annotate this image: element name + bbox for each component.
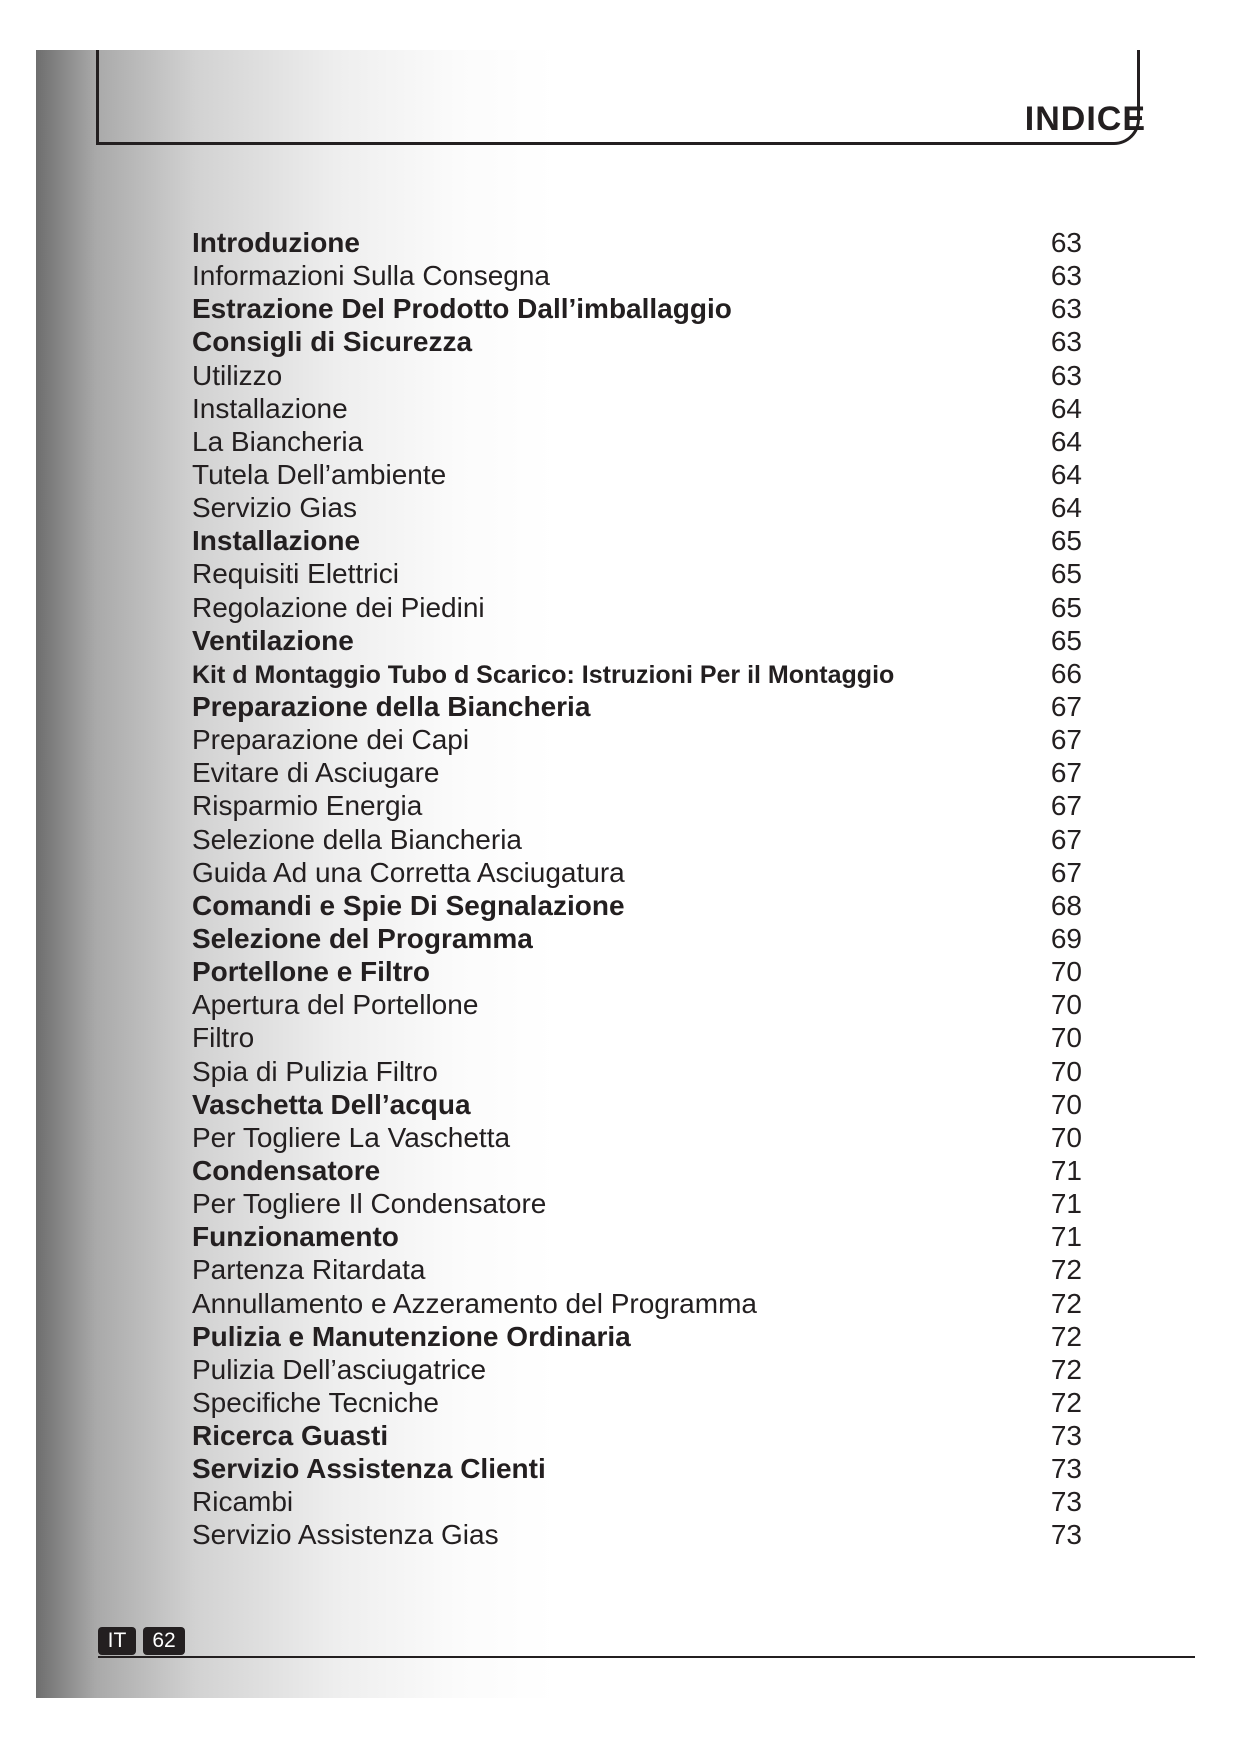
toc-entry-page: 67 <box>1050 724 1082 756</box>
toc-entry-page: 65 <box>1050 558 1082 590</box>
toc-entry-page: 63 <box>1050 359 1082 391</box>
toc-entry-page: 73 <box>1050 1420 1082 1452</box>
toc-entry[interactable] <box>192 1320 1082 1353</box>
toc-entry-page: 63 <box>1050 260 1082 292</box>
toc-entry-title: Filtro <box>192 1022 255 1054</box>
toc-entry-page: 72 <box>1050 1287 1082 1319</box>
toc-entry[interactable] <box>192 1121 1082 1154</box>
toc-entry-title: Informazioni Sulla Consegna <box>192 260 550 292</box>
toc-entry[interactable] <box>192 756 1082 789</box>
toc-entry-title: Servizio Assistenza Clienti <box>192 1453 546 1485</box>
toc-entry-page: 65 <box>1050 525 1082 557</box>
toc-entry[interactable] <box>192 1419 1082 1452</box>
toc-entry-page: 70 <box>1050 956 1082 988</box>
toc-entry-page: 63 <box>1050 326 1082 358</box>
toc-entry-title: Estrazione Del Prodotto Dall’imballaggio <box>192 293 732 325</box>
toc-entry-title: Condensatore <box>192 1154 381 1186</box>
toc-entry-title: Regolazione dei Piedini <box>192 591 485 623</box>
toc-entry[interactable] <box>192 823 1082 856</box>
toc-entry-title: Introduzione <box>192 227 360 258</box>
toc-entry[interactable] <box>192 1154 1082 1187</box>
toc-entry-title: Pulizia e Manutenzione Ordinaria <box>192 1320 631 1352</box>
toc-entry-page: 67 <box>1050 790 1082 822</box>
toc-entry[interactable] <box>192 723 1082 756</box>
toc-entry-page: 64 <box>1050 458 1082 490</box>
toc-entry[interactable] <box>192 1055 1082 1088</box>
toc-entry-title: Requisiti Elettrici <box>192 558 399 590</box>
toc-entry[interactable] <box>192 226 1082 259</box>
toc-entry-page: 72 <box>1050 1386 1082 1418</box>
toc-entry-title: Selezione della Biancheria <box>192 823 522 855</box>
toc-entry-page: 68 <box>1050 889 1082 921</box>
toc-entry[interactable] <box>192 1253 1082 1286</box>
toc-entry-title: Specifiche Tecniche <box>192 1386 439 1418</box>
toc-entry[interactable] <box>192 359 1082 392</box>
toc-entry-title: Utilizzo <box>192 359 283 391</box>
toc-entry-title: Guida Ad una Corretta Asciugatura <box>192 856 625 888</box>
toc-entry[interactable] <box>192 889 1082 922</box>
toc-entry-page: 65 <box>1050 591 1082 623</box>
toc-entry-title: Annullamento e Azzeramento del Programma <box>192 1287 757 1319</box>
toc-entry-title: Kit d Montaggio Tubo d Scarico: Istruzioni Per il Montaggio <box>192 660 895 689</box>
header-frame <box>96 50 1140 145</box>
language-badge: IT <box>98 1627 136 1655</box>
toc-entry-page: 73 <box>1050 1486 1082 1518</box>
toc-entry-title: Servizio Gias <box>192 492 357 524</box>
toc-entry-page: 67 <box>1050 823 1082 855</box>
toc-entry-page: 72 <box>1050 1320 1082 1352</box>
toc-entry-page: 71 <box>1050 1188 1082 1220</box>
toc-entry-page: 63 <box>1050 227 1082 258</box>
toc-entry[interactable] <box>192 557 1082 590</box>
toc-entry-page: 70 <box>1050 1022 1082 1054</box>
toc-entry[interactable] <box>192 1452 1082 1485</box>
toc-entry-page: 65 <box>1050 624 1082 656</box>
toc-entry-title: Pulizia Dell’asciugatrice <box>192 1353 487 1385</box>
toc-entry[interactable] <box>192 1386 1082 1419</box>
toc-entry[interactable] <box>192 292 1082 325</box>
toc-entry-title: Portellone e Filtro <box>192 956 431 988</box>
toc-entry-title: Installazione <box>192 525 361 557</box>
toc-entry-page: 71 <box>1050 1221 1082 1253</box>
toc-entry-title: Selezione del Programma <box>192 922 533 954</box>
toc-entry[interactable] <box>192 524 1082 557</box>
toc-entry[interactable] <box>192 1021 1082 1054</box>
toc-entry-page: 64 <box>1050 425 1082 457</box>
toc-entry-title: Spia di Pulizia Filtro <box>192 1055 438 1087</box>
toc-entry-page: 67 <box>1050 757 1082 789</box>
toc-entry-title: Consigli di Sicurezza <box>192 326 473 358</box>
toc-entry-title: Preparazione dei Capi <box>192 724 470 756</box>
toc-entry[interactable] <box>192 690 1082 723</box>
toc-entry-title: Apertura del Portellone <box>192 989 479 1021</box>
toc-entry[interactable] <box>192 392 1082 425</box>
toc-entry-page: 67 <box>1050 690 1082 722</box>
toc-entry-title: Tutela Dell’ambiente <box>192 458 447 490</box>
toc-entry-title: Installazione <box>192 392 348 424</box>
toc-entry[interactable] <box>192 1088 1082 1121</box>
toc-entry-title: Evitare di Asciugare <box>192 757 440 789</box>
toc-entry-title: Risparmio Energia <box>192 790 423 822</box>
toc-entry[interactable] <box>192 789 1082 822</box>
toc-entry[interactable] <box>192 1287 1082 1320</box>
toc-entry-title: Ventilazione <box>192 624 354 656</box>
toc-entry-page: 72 <box>1050 1353 1082 1385</box>
toc-entry-page: 73 <box>1050 1519 1082 1551</box>
toc-entry-title: Funzionamento <box>192 1221 399 1253</box>
toc-entry-title: Ricambi <box>192 1486 294 1518</box>
toc-entry-title: Servizio Assistenza Gias <box>192 1519 499 1551</box>
toc-entry[interactable] <box>192 988 1082 1021</box>
toc-entry-title: Vaschetta Dell’acqua <box>192 1088 471 1120</box>
toc-entry-title: Preparazione della Biancheria <box>192 690 591 722</box>
toc-entry-page: 70 <box>1050 1121 1082 1153</box>
footer-divider <box>98 1656 1195 1658</box>
table-of-contents <box>192 226 1082 1552</box>
toc-entry-page: 64 <box>1050 492 1082 524</box>
toc-entry[interactable] <box>192 325 1082 358</box>
toc-entry[interactable] <box>192 591 1082 624</box>
toc-entry[interactable] <box>192 624 1082 657</box>
toc-entry-page: 67 <box>1050 856 1082 888</box>
toc-entry[interactable] <box>192 1518 1082 1551</box>
toc-entry-title: Partenza Ritardata <box>192 1254 426 1286</box>
toc-entry-title: Per Togliere Il Condensatore <box>192 1188 547 1220</box>
toc-entry-page: 71 <box>1050 1154 1082 1186</box>
toc-entry-page: 72 <box>1050 1254 1082 1286</box>
toc-entry[interactable] <box>192 425 1082 458</box>
toc-entry-page: 70 <box>1050 1055 1082 1087</box>
toc-entry-title: Comandi e Spie Di Segnalazione <box>192 889 625 921</box>
toc-entry[interactable] <box>192 922 1082 955</box>
toc-entry-title: Per Togliere La Vaschetta <box>192 1121 511 1153</box>
toc-entry-page: 64 <box>1050 392 1082 424</box>
toc-entry-title: Ricerca Guasti <box>192 1420 389 1452</box>
toc-entry[interactable] <box>192 491 1082 524</box>
page-title: INDICE <box>1024 100 1146 138</box>
toc-entry[interactable] <box>192 1220 1082 1253</box>
toc-entry[interactable] <box>192 1485 1082 1518</box>
toc-entry[interactable] <box>192 458 1082 491</box>
toc-entry-title: La Biancheria <box>192 425 364 457</box>
toc-entry[interactable] <box>192 657 1082 690</box>
toc-entry-page: 69 <box>1050 922 1082 954</box>
toc-entry-page: 70 <box>1050 1088 1082 1120</box>
toc-entry-page: 70 <box>1050 989 1082 1021</box>
toc-entry[interactable] <box>192 1353 1082 1386</box>
toc-entry-page: 66 <box>1050 657 1082 689</box>
toc-entry[interactable] <box>192 856 1082 889</box>
toc-entry[interactable] <box>192 259 1082 292</box>
toc-entry-page: 63 <box>1050 293 1082 325</box>
page-number-badge: 62 <box>143 1627 185 1655</box>
toc-entry[interactable] <box>192 955 1082 988</box>
toc-entry-page: 73 <box>1050 1453 1082 1485</box>
toc-entry[interactable] <box>192 1187 1082 1220</box>
